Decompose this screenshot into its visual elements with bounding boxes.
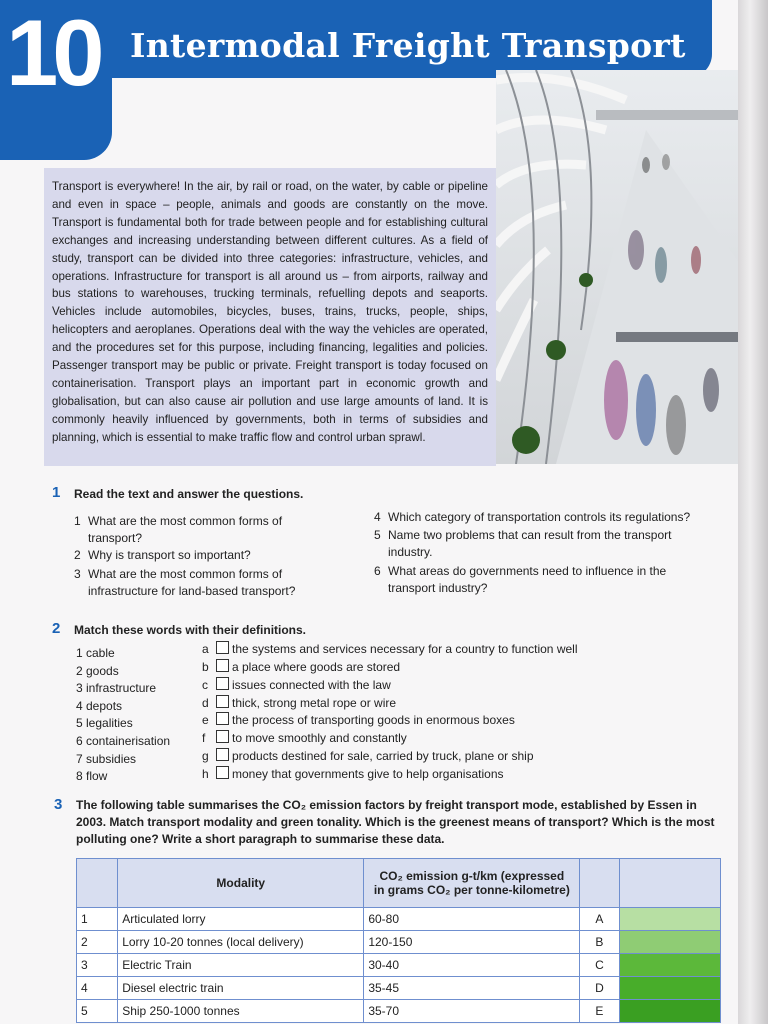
word-item: 8 flow	[76, 769, 108, 784]
definition-item: h money that governments give to help organisations	[202, 767, 504, 781]
question-2: 2 Why is transport so important?	[74, 548, 251, 562]
table-row: 1 Articulated lorry 60-80 A	[77, 908, 721, 931]
definition-item: g products destined for sale, carried by truck, plane or ship	[202, 749, 534, 763]
unit-number-box	[0, 0, 112, 160]
word-item: 4 depots	[76, 698, 123, 713]
definition-item: d thick, strong metal rope or wire	[202, 696, 397, 710]
exercise-2-number: 2	[52, 620, 61, 637]
definition-item: f to move smoothly and constantly	[202, 731, 407, 745]
answer-checkbox[interactable]	[216, 748, 229, 761]
definition-item: e the process of transporting goods in enormous boxes	[202, 713, 515, 727]
definition-item: a the systems and services necessary for a country to function well	[202, 642, 578, 656]
exercise-1-heading: Read the text and answer the questions.	[74, 487, 304, 501]
word-item: 2 goods	[76, 663, 119, 678]
intro-text-box	[44, 168, 496, 466]
airport-terminal-photo	[496, 70, 744, 464]
table-row: 4 Diesel electric train 35-45 D	[77, 977, 721, 1000]
question-3: 3 What are the most common forms of infrastructure for land-based transport?	[74, 567, 296, 598]
word-item: 3 infrastructure	[76, 681, 157, 696]
definition-item: b a place where goods are stored	[202, 660, 401, 674]
question-1: 1 What are the most common forms of transport?	[74, 514, 283, 545]
exercise-2-heading: Match these words with their definitions.	[74, 623, 307, 637]
table-row: 2 Lorry 10-20 tonnes (local delivery) 120-150 B	[77, 931, 721, 954]
answer-checkbox[interactable]	[216, 730, 229, 743]
emission-header: CO₂ emission g-t/km (expressed in grams CO₂ per tonne-kilometre)	[364, 859, 580, 908]
green-swatch-e	[620, 1000, 721, 1022]
answer-checkbox[interactable]	[216, 712, 229, 725]
question-5: 5 Name two problems that can result from the transport industry.	[374, 528, 672, 559]
question-4: 4 Which category of transportation controls its regulations?	[374, 510, 691, 524]
table-row: 3 Electric Train 30-40 C	[77, 954, 721, 977]
table-header-row	[77, 859, 721, 908]
exercise-3-instructions: The following table summarises the CO₂ emission factors by freight transport mode, established by Essen in 2003. Match transport modality and green tonality. Which is the greenest means of transport? Which is the most polluting one? Write a short paragraph to summarise these data.	[76, 798, 715, 846]
answer-checkbox[interactable]	[216, 766, 229, 779]
table-row: 5 Ship 250-1000 tonnes 35-70 E	[77, 1000, 721, 1023]
exercise-3-number: 3	[54, 796, 63, 813]
exercise-1-number: 1	[52, 484, 61, 501]
answer-checkbox[interactable]	[216, 659, 229, 672]
green-swatch-a	[620, 908, 721, 930]
modality-header: Modality	[118, 859, 364, 908]
answer-checkbox[interactable]	[216, 677, 229, 690]
intro-paragraph: Transport is everywhere! In the air, by rail or road, on the water, by cable or pipeline and even in space – people, animals and goods are constantly on the move. Transport is fundamental both for trade between people and for establishing cultural exchanges and increasing understanding between different cultures. As a field of study, transport can be divided into three categories: infrastructure, vehicles, and operations. Infrastructure for transport is all around us – from airports, railway and bus stations to warehouses, trucking terminals, refuelling depots and seaports. Vehicles include automobiles, bicycles, buses, trains, trucks, people, ships, helicopters and aeroplanes. Operations deal with the way the vehicles are operated, and the procedures set for this purpose, including financing, legalities and policies. Passenger transport may be public or private. Freight transport is today focused on containerisation. Transport plays an important part in economic growth and globalisation, but can also cause air pollution and use large amounts of land. It is commonly heavily influenced by governments, both in terms of subsidies and planning, which is essential to make traffic flow and control urban sprawl.	[52, 180, 488, 444]
unit-title: Intermodal Freight Transport	[130, 26, 686, 65]
word-item: 7 subsidies	[76, 751, 137, 766]
question-6: 6 What areas do governments need to influence in the transport industry?	[374, 564, 667, 595]
green-swatch-c	[620, 954, 721, 976]
word-item: 5 legalities	[76, 716, 133, 731]
answer-checkbox[interactable]	[216, 695, 229, 708]
word-item: 6 containerisation	[76, 734, 171, 748]
definition-item: c issues connected with the law	[202, 678, 391, 692]
green-swatch-d	[620, 977, 721, 999]
green-swatch-b	[620, 931, 721, 953]
answer-checkbox[interactable]	[216, 641, 229, 654]
unit-number: 10	[6, 0, 99, 105]
emission-table	[76, 858, 721, 1023]
book-spine	[738, 0, 768, 1024]
word-item: 1 cable	[76, 646, 115, 660]
